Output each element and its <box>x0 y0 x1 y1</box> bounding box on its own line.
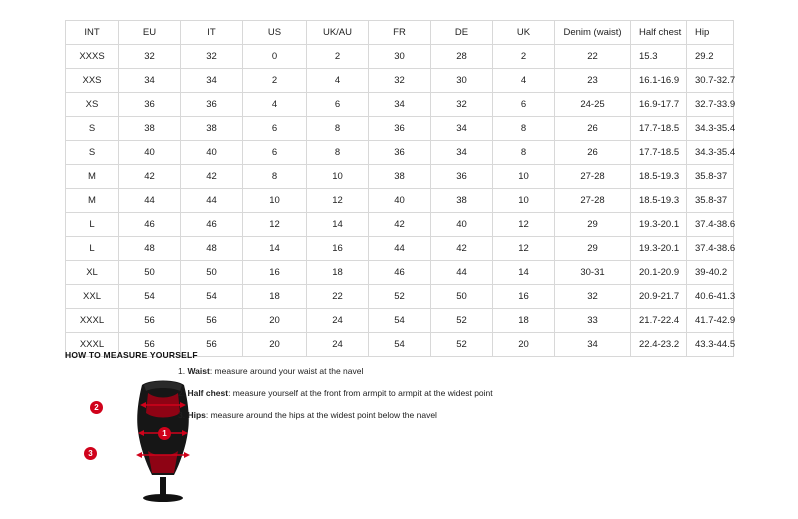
table-cell: 38 <box>119 117 181 141</box>
measure-bullet-1: 1 <box>158 427 171 440</box>
table-cell: 16 <box>307 237 369 261</box>
table-cell: 32 <box>555 285 631 309</box>
table-cell: 20.9-21.7 <box>631 285 687 309</box>
size-table-head <box>66 21 734 45</box>
table-cell: 48 <box>181 237 243 261</box>
table-cell: 8 <box>307 117 369 141</box>
table-cell: 14 <box>243 237 307 261</box>
table-cell: 56 <box>119 333 181 357</box>
table-cell: 10 <box>307 165 369 189</box>
table-cell: 52 <box>369 285 431 309</box>
table-cell: 29 <box>555 213 631 237</box>
table-cell: 36 <box>181 93 243 117</box>
measure-instructions <box>178 367 598 433</box>
instruction-number: 3. <box>178 409 188 420</box>
table-cell: 6 <box>243 117 307 141</box>
table-row <box>66 141 734 165</box>
table-cell: 44 <box>369 237 431 261</box>
table-cell: 14 <box>493 261 555 285</box>
table-cell: 44 <box>119 189 181 213</box>
table-cell: 2 <box>243 69 307 93</box>
table-cell: 40.6-41.3 <box>687 285 734 309</box>
table-cell: 30.7-32.7 <box>687 69 734 93</box>
table-cell: 35.8-37 <box>687 189 734 213</box>
table-cell: 2 <box>307 45 369 69</box>
table-cell: 12 <box>307 189 369 213</box>
table-row <box>66 261 734 285</box>
table-cell: 39-40.2 <box>687 261 734 285</box>
table-cell: 27-28 <box>555 165 631 189</box>
table-header-cell: UK <box>493 21 555 45</box>
table-cell: 24-25 <box>555 93 631 117</box>
table-header-cell: FR <box>369 21 431 45</box>
table-cell: 15.3 <box>631 45 687 69</box>
table-cell: 6 <box>307 93 369 117</box>
table-cell: 34.3-35.4 <box>687 141 734 165</box>
table-cell: 26 <box>555 117 631 141</box>
table-cell: 26 <box>555 141 631 165</box>
table-cell: 56 <box>181 333 243 357</box>
table-cell: 17.7-18.5 <box>631 117 687 141</box>
table-header-cell: Hip <box>687 21 734 45</box>
table-cell: 4 <box>243 93 307 117</box>
table-cell: M <box>66 165 119 189</box>
table-cell: 46 <box>181 213 243 237</box>
table-cell: 34 <box>119 69 181 93</box>
table-cell: 56 <box>119 309 181 333</box>
table-cell: 16.1-16.9 <box>631 69 687 93</box>
table-row <box>66 69 734 93</box>
table-cell: 54 <box>369 309 431 333</box>
table-cell: 42 <box>181 165 243 189</box>
table-cell: 6 <box>493 93 555 117</box>
table-cell: 40 <box>369 189 431 213</box>
table-cell: 36 <box>431 165 493 189</box>
table-cell: 22 <box>555 45 631 69</box>
measure-bullet-3: 3 <box>84 447 97 460</box>
table-row <box>66 165 734 189</box>
table-header-cell: EU <box>119 21 181 45</box>
table-cell: 32 <box>369 69 431 93</box>
table-cell: 18.5-19.3 <box>631 189 687 213</box>
instruction-number: 1. <box>178 366 188 376</box>
table-cell: 40 <box>431 213 493 237</box>
table-cell: 24 <box>307 333 369 357</box>
table-cell: 34 <box>181 69 243 93</box>
instruction-text: : measure around the hips at the widest point below the navel <box>205 409 437 420</box>
table-cell: 4 <box>493 69 555 93</box>
table-cell: 24 <box>307 309 369 333</box>
table-cell: 10 <box>243 189 307 213</box>
table-cell: 50 <box>431 285 493 309</box>
table-row <box>66 309 734 333</box>
table-cell: 10 <box>493 165 555 189</box>
table-header-row <box>66 21 734 45</box>
table-cell: 56 <box>181 309 243 333</box>
table-row <box>66 189 734 213</box>
table-cell: 18 <box>307 261 369 285</box>
table-cell: 12 <box>493 213 555 237</box>
table-cell: 41.7-42.9 <box>687 309 734 333</box>
table-cell: 23 <box>555 69 631 93</box>
table-cell: 30 <box>431 69 493 93</box>
table-cell: 30 <box>369 45 431 69</box>
table-cell: 32 <box>431 93 493 117</box>
table-cell: 44 <box>431 261 493 285</box>
table-cell: 34.3-35.4 <box>687 117 734 141</box>
table-cell: 19.3-20.1 <box>631 237 687 261</box>
size-table-container <box>65 20 736 357</box>
table-cell: 34 <box>431 117 493 141</box>
table-cell: L <box>66 213 119 237</box>
measure-instruction-line <box>178 367 598 376</box>
table-cell: XS <box>66 93 119 117</box>
table-cell: XL <box>66 261 119 285</box>
table-cell: 37.4-38.6 <box>687 213 734 237</box>
table-cell: 42 <box>119 165 181 189</box>
table-cell: 22.4-23.2 <box>631 333 687 357</box>
table-cell: 10 <box>493 189 555 213</box>
table-cell: 34 <box>369 93 431 117</box>
table-cell: 29.2 <box>687 45 734 69</box>
table-cell: 38 <box>181 117 243 141</box>
table-cell: 19.3-20.1 <box>631 213 687 237</box>
table-cell: 40 <box>119 141 181 165</box>
table-cell: 36 <box>369 117 431 141</box>
table-cell: 2 <box>493 45 555 69</box>
table-cell: 30-31 <box>555 261 631 285</box>
table-cell: 16 <box>243 261 307 285</box>
table-cell: 52 <box>431 309 493 333</box>
instruction-term: Waist <box>187 366 210 376</box>
table-cell: 32 <box>119 45 181 69</box>
table-cell: 48 <box>119 237 181 261</box>
table-cell: 27-28 <box>555 189 631 213</box>
table-row <box>66 117 734 141</box>
table-cell: 42 <box>369 213 431 237</box>
table-cell: 20.1-20.9 <box>631 261 687 285</box>
table-cell: 12 <box>493 237 555 261</box>
table-cell: XXXS <box>66 45 119 69</box>
table-cell: 46 <box>119 213 181 237</box>
table-header-cell: UK/AU <box>307 21 369 45</box>
instruction-text: : measure yourself at the front from armpit to armpit at the widest point <box>228 387 493 398</box>
how-to-measure-title: HOW TO MEASURE YOURSELF <box>65 350 198 360</box>
table-header-cell: Denim (waist) <box>555 21 631 45</box>
table-cell: 8 <box>493 117 555 141</box>
table-cell: 29 <box>555 237 631 261</box>
table-cell: 34 <box>555 333 631 357</box>
table-cell: 28 <box>431 45 493 69</box>
table-cell: 18 <box>243 285 307 309</box>
table-cell: 40 <box>181 141 243 165</box>
table-row <box>66 285 734 309</box>
table-cell: XXS <box>66 69 119 93</box>
table-cell: 38 <box>431 189 493 213</box>
table-cell: 54 <box>369 333 431 357</box>
table-cell: 50 <box>181 261 243 285</box>
table-cell: 54 <box>181 285 243 309</box>
table-cell: 16 <box>493 285 555 309</box>
table-header-cell: INT <box>66 21 119 45</box>
table-cell: XXXL <box>66 333 119 357</box>
instruction-term: Half chest <box>187 387 229 398</box>
table-cell: S <box>66 117 119 141</box>
table-cell: 12 <box>243 213 307 237</box>
table-cell: 20 <box>243 309 307 333</box>
table-cell: 18.5-19.3 <box>631 165 687 189</box>
table-header-cell: IT <box>181 21 243 45</box>
instruction-text: : measure around your waist at the navel <box>209 366 364 376</box>
table-cell: 21.7-22.4 <box>631 309 687 333</box>
table-cell: 36 <box>369 141 431 165</box>
table-cell: 14 <box>307 213 369 237</box>
table-row <box>66 213 734 237</box>
table-row <box>66 237 734 261</box>
table-row <box>66 93 734 117</box>
table-cell: 35.8-37 <box>687 165 734 189</box>
table-header-cell: DE <box>431 21 493 45</box>
table-cell: 43.3-44.5 <box>687 333 734 357</box>
table-cell: 0 <box>243 45 307 69</box>
table-cell: S <box>66 141 119 165</box>
table-cell: L <box>66 237 119 261</box>
table-cell: 20 <box>243 333 307 357</box>
table-cell: 52 <box>431 333 493 357</box>
table-cell: 33 <box>555 309 631 333</box>
measure-instruction-line <box>178 389 598 398</box>
table-cell: 37.4-38.6 <box>687 237 734 261</box>
table-header-cell: US <box>243 21 307 45</box>
instruction-term: Hips <box>187 409 206 420</box>
table-cell: M <box>66 189 119 213</box>
table-cell: 6 <box>243 141 307 165</box>
instruction-number: 2. <box>178 387 188 398</box>
size-table-body <box>66 45 734 357</box>
table-cell: 54 <box>119 285 181 309</box>
table-cell: 34 <box>431 141 493 165</box>
size-table <box>65 20 734 357</box>
table-cell: 36 <box>119 93 181 117</box>
table-cell: 46 <box>369 261 431 285</box>
table-cell: 32.7-33.9 <box>687 93 734 117</box>
table-cell: 8 <box>307 141 369 165</box>
table-cell: 8 <box>493 141 555 165</box>
table-cell: 17.7-18.5 <box>631 141 687 165</box>
table-cell: 16.9-17.7 <box>631 93 687 117</box>
measure-bullet-2: 2 <box>90 401 103 414</box>
table-cell: 44 <box>181 189 243 213</box>
table-cell: 38 <box>369 165 431 189</box>
table-cell: 4 <box>307 69 369 93</box>
table-cell: 42 <box>431 237 493 261</box>
table-cell: 8 <box>243 165 307 189</box>
table-cell: 20 <box>493 333 555 357</box>
table-cell: 22 <box>307 285 369 309</box>
table-cell: 18 <box>493 309 555 333</box>
table-row <box>66 45 734 69</box>
table-cell: XXXL <box>66 309 119 333</box>
measure-instruction-line <box>178 411 598 420</box>
table-cell: 32 <box>181 45 243 69</box>
table-header-cell: Half chest <box>631 21 687 45</box>
table-cell: 50 <box>119 261 181 285</box>
table-cell: XXL <box>66 285 119 309</box>
